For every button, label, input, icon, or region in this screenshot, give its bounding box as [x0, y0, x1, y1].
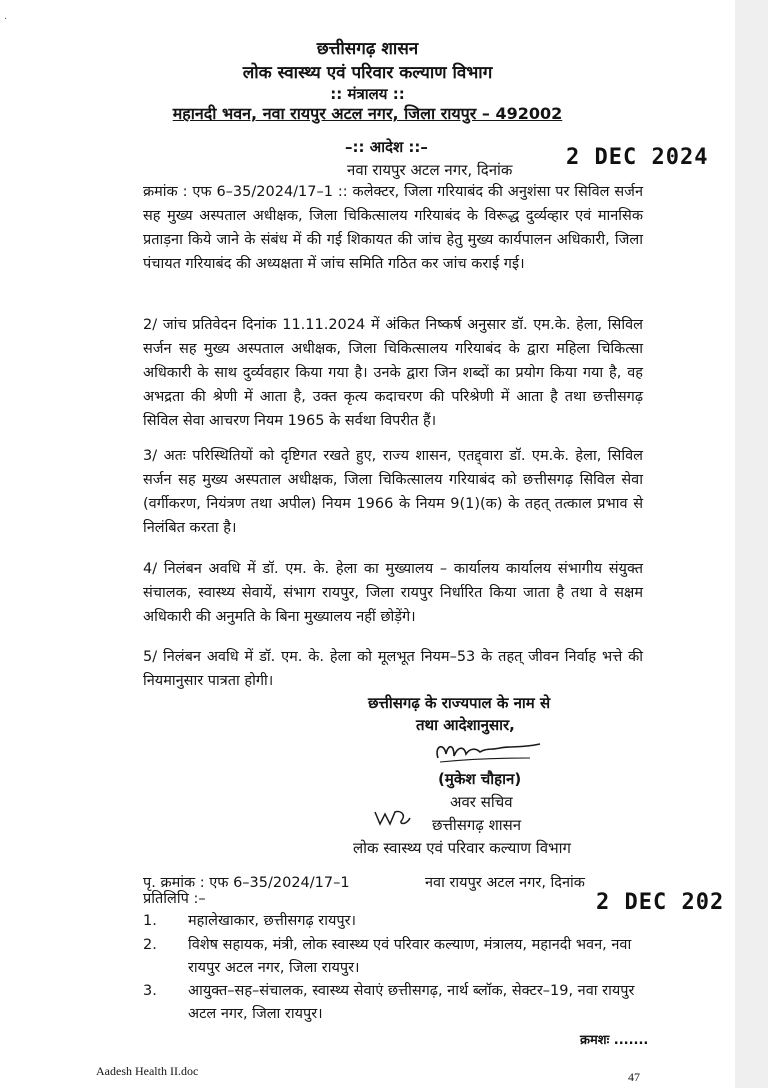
copy-item-number: 1. — [143, 913, 157, 929]
copy-item-text: महालेखाकार, छत्तीसगढ़ रायपुर। — [188, 913, 357, 929]
order-place-date: नवा रायपुर अटल नगर, दिनांक — [347, 161, 513, 179]
copy-list-item — [143, 934, 653, 980]
copy-list-item — [143, 980, 653, 1026]
on-behalf-line: छत्तीसगढ़ के राज्यपाल के नाम से — [368, 694, 551, 712]
footer-filename: Aadesh Health II.doc — [96, 1064, 199, 1078]
header-address: महानदी भवन, नवा रायपुर अटल नगर, जिला रायपुर – 492002 — [172, 104, 563, 123]
endorsement-place-date: नवा रायपुर अटल नगर, दिनांक — [425, 875, 585, 891]
signatory-department: लोक स्वास्थ्य एवं परिवार कल्याण विभाग — [353, 839, 571, 857]
header-department: लोक स्वास्थ्य एवं परिवार कल्याण विभाग — [242, 63, 493, 83]
copy-item-number: 3. — [143, 983, 157, 999]
continued-marker: क्रमशः ....... — [580, 1033, 649, 1048]
paragraph-4: 4/ निलंबन अवधि में डॉ. एम. के. हेला का मुख्यालय – कार्यालय कार्यालय संभागीय संयुक्त संचालक, स्वास्थ्य सेवायें, संभाग रायपुर, जिला रायपुर निर्धारित किया जाता है तथा वे सक्षम अधिकारी की अनुमति के बिना मुख्यालय नहीं छोड़ेंगे। — [143, 561, 643, 625]
handwritten-signature — [430, 736, 550, 768]
endorsement-reference: पृ. क्रमांक : एफ 6–35/2024/17–1 — [143, 875, 350, 891]
header-ministry: :: मंत्रालय :: — [330, 85, 405, 103]
paragraph-1: क्रमांक : एफ 6–35/2024/17–1 :: कलेक्टर, जिला गरियाबंद की अनुशंसा पर सिविल सर्जन सह मुख्य अस्पताल अधीक्षक, जिला चिकित्सालय गरियाबंद के विरूद्ध दुर्व्यव्हार एवं मानसिक प्रताड़ना किये जाने के संबंध में की गई शिकायत की जांच हेतु मुख्य कार्यपालन अधिकारी, जिला पंचायत गरियाबंद की अध्यक्षता में जांच समिति गठित कर जांच कराई गई। — [143, 184, 643, 272]
copy-item-text: आयुक्त–सह–संचालक, स्वास्थ्य सेवाएं छत्तीसगढ़, नार्थ ब्लॉक, सेक्टर–19, नवा रायपुर अटल नगर, जिला रायपुर। — [188, 983, 635, 1022]
paragraph-3: 3/ अतः परिस्थितियों को दृष्टिगत रखते हुए, राज्य शासन, एतद्द्वारा डॉ. एम.के. हेला, सिविल सर्जन सह मुख्य अस्पताल अधीक्षक, जिला चिकित्सालय गरियाबंद को छत्तीसगढ़ सिविल सेवा (वर्गीकरण, नियंत्रण तथा अपील) नियम 1966 के नियम 9(1)(क) के तहत् तत्काल प्रभाव से निलंबित करता है। — [143, 448, 643, 536]
scan-margin — [735, 0, 768, 1088]
order-title: –:: आदेश ::– — [345, 138, 428, 156]
paragraph-2: 2/ जांच प्रतिवेदन दिनांक 11.11.2024 में अंकित निष्कर्ष अनुसार डॉ. एम.के. हेला, सिविल सर्जन सह मुख्य अस्पताल अधीक्षक, जिला चिकित्सालय गरियाबंद के द्वारा महिला चिकित्सा अधिकारी के साथ दुर्व्यवहार किया गया है। उनके द्वारा जिन शब्दों का प्रयोग किया गया है, वह अभद्रता की श्रेणी में आता है, उक्त कृत्य कदाचरण की परिश्रेणी में आता है तथा छत्तीसगढ़ सिविल सेवा आचरण नियम 1965 के सर्वथा विपरीत हैं। — [143, 317, 643, 429]
copy-list-item — [143, 910, 653, 933]
page-number: 47 — [628, 1070, 640, 1084]
signatory-designation: अवर सचिव — [450, 793, 513, 811]
copy-item-number: 2. — [143, 937, 157, 953]
paragraph-5: 5/ निलंबन अवधि में डॉ. एम. के. हेला को मूलभूत नियम–53 के तहत् जीवन निर्वाह भत्ते की नियमानुसार पात्रता होगी। — [143, 649, 643, 689]
signatory-name: (मुकेश चौहान) — [438, 770, 522, 788]
header-government: छत्तीसगढ़ शासन — [316, 39, 419, 59]
endorsement-date-stamp: 2 DEC 202 — [596, 890, 725, 915]
by-order-line: तथा आदेशानुसार, — [416, 716, 515, 734]
copy-item-text: विशेष सहायक, मंत्री, लोक स्वास्थ्य एवं परिवार कल्याण, मंत्रालय, महानदी भवन, नवा रायपुर अटल नगर, जिला रायपुर। — [188, 937, 632, 976]
copy-to-label: प्रतिलिपि :– — [143, 891, 206, 907]
signatory-government: छत्तीसगढ़ शासन — [432, 816, 522, 834]
initials-mark — [372, 808, 412, 828]
date-stamp: 2 DEC 2024 — [566, 145, 709, 170]
scan-mark: · — [4, 14, 8, 25]
